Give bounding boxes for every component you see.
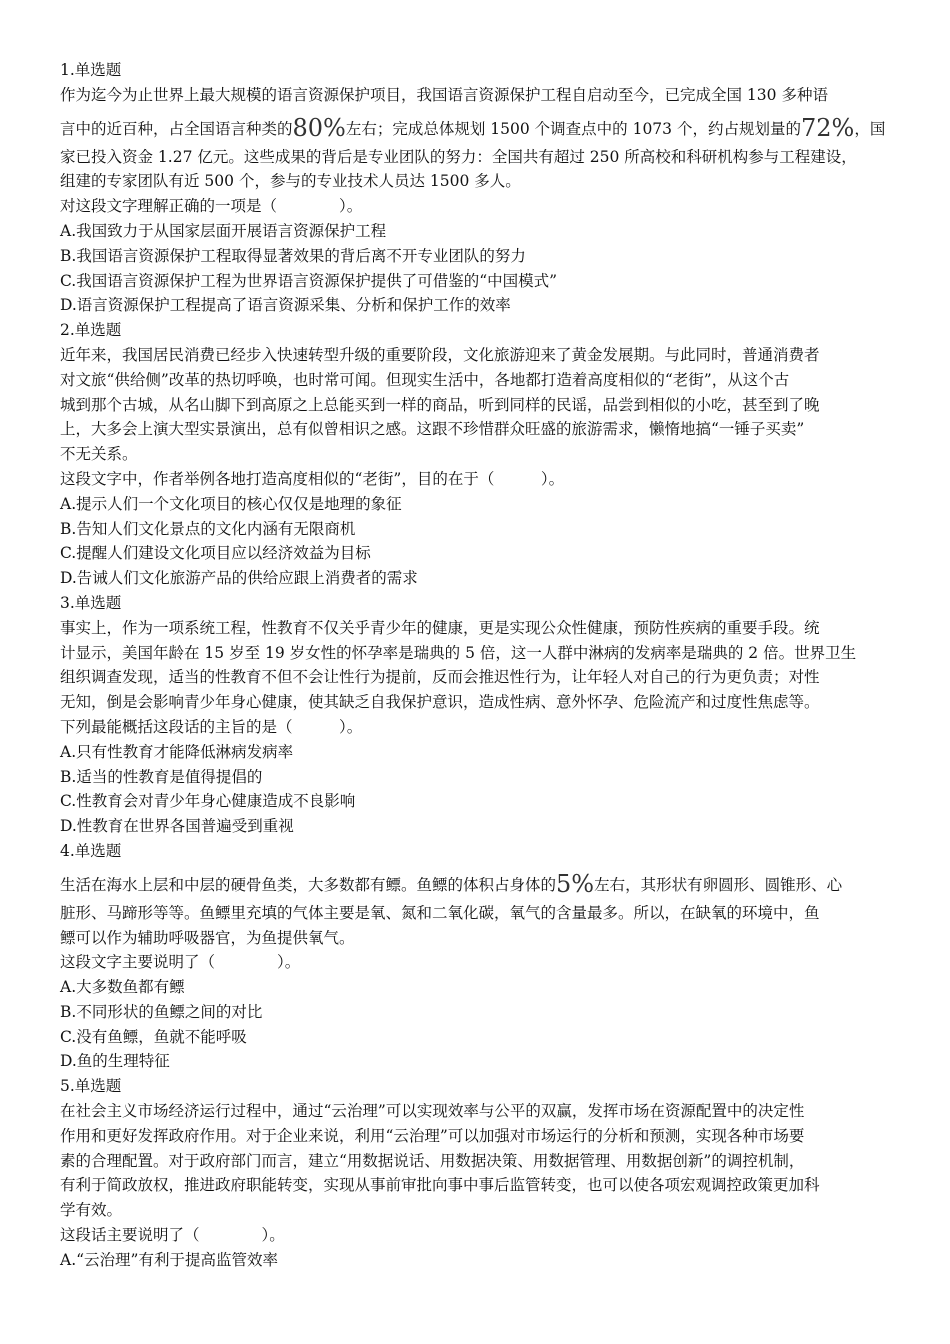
option-b: B.告知人们文化景点的文化内涵有无限商机 [60,519,356,538]
passage-line: 有利于简政放权，推进政府职能转变，实现从事前审批向事中事后监管转变，也可以使各项宏观调控政策更加科 [60,1176,820,1195]
question-header: 1.单选题 [60,61,122,79]
passage-line: 组织调查发现，适当的性教育不但不会让性行为提前，反而会推迟性行为，让年轻人对自己的行为更负责；对性 [60,668,820,687]
passage-line [60,112,890,145]
passage-line: 学有效。 [60,1201,123,1220]
passage-text: 生活在海水上层和中层的硬骨鱼类，大多数都有鳔。鱼鳔的体积占身体的 [60,875,557,894]
question-2 [60,318,890,591]
option-a: A.大多数鱼都有鳔 [60,978,185,997]
question-5 [60,1074,890,1272]
option-a: A.只有性教育才能降低淋病发病率 [60,742,294,761]
passage-line: 脏形、马蹄形等等。鱼鳔里充填的气体主要是氧、氮和二氧化碳，氧气的含量最多。所以，在缺氧的环境中，鱼 [60,903,820,922]
option-b: B.适当的性教育是值得提倡的 [60,767,263,786]
passage-line: 对文旅“供给侧”改革的热切呼唤，也时常可闻。但现实生活中，各地都打造着高度相似的“老街”，从这个古 [60,370,790,389]
option-a: A.“云治理”有利于提高监管效率 [60,1250,278,1269]
passage-line: 素的合理配置。对于政府部门而言，建立“用数据说话、用数据决策、用数据管理、用数据创新”的调控机制， [60,1151,805,1170]
option-d: D.鱼的生理特征 [60,1052,170,1071]
passage-line: 近年来，我国居民消费已经步入快速转型升级的重要阶段，文化旅游迎来了黄金发展期。与此同时，普通消费者 [60,345,820,364]
question-header: 5.单选题 [60,1077,122,1096]
percent-figure: 72% [800,113,855,142]
option-b: B.我国语言资源保护工程取得显著效果的背后离不开专业团队的努力 [60,246,526,265]
question-stem: 这段文字主要说明了（ ）。 [60,953,301,972]
question-header: 3.单选题 [60,593,122,612]
question-stem: 对这段文字理解正确的一项是（ ）。 [60,197,363,216]
passage-line: 事实上，作为一项系统工程，性教育不仅关乎青少年的健康，更是实现公众性健康，预防性疾病的重要手段。统 [60,618,820,637]
option-c: C.性教育会对青少年身心健康造成不良影响 [60,792,356,811]
option-a: A.我国致力于从国家层面开展语言资源保护工程 [60,221,387,240]
passage-text: 左右，其形状有卵圆形、圆锥形、心 [594,875,843,894]
passage-line: 鳔可以作为辅助呼吸器官，为鱼提供氧气。 [60,928,355,947]
passage-line: 计显示，美国年龄在 15 岁至 19 岁女性的怀孕率是瑞典的 5 倍，这一人群中淋病的发病率是瑞典的 2 倍。世界卫生 [60,643,857,662]
passage-line: 无知，倒是会影响青少年身心健康，使其缺乏自我保护意识，造成性病、意外怀孕、危险流产和过度性焦虑等。 [60,693,820,712]
passage-line: 城到那个古城，从名山脚下到高原之上总能买到一样的商品，听到同样的民谣，品尝到相似的小吃，甚至到了晚 [60,395,820,414]
question-4 [60,839,890,1074]
question-stem: 这段文字中，作者举例各地打造高度相似的“老街”，目的在于（ ）。 [60,469,565,488]
passage-line: 不无关系。 [60,445,138,464]
passage-text: 言中的近百种，占全国语言种类的 [60,119,293,138]
option-c: C.我国语言资源保护工程为世界语言资源保护提供了可借鉴的“中国模式” [60,271,558,290]
document-page [60,58,890,1273]
passage-line [60,868,890,901]
option-a: A.提示人们一个文化项目的核心仅仅是地理的象征 [60,494,402,513]
question-stem: 下列最能概括这段话的主旨的是（ ）。 [60,717,363,736]
question-stem: 这段话主要说明了（ ）。 [60,1226,285,1245]
question-header: 2.单选题 [60,321,122,340]
option-c: C.提醒人们建设文化项目应以经济效益为目标 [60,544,371,563]
question-header: 4.单选题 [60,841,122,860]
option-c: C.没有鱼鳔，鱼就不能呼吸 [60,1027,247,1046]
option-d: D.语言资源保护工程提高了语言资源采集、分析和保护工作的效率 [60,296,511,315]
percent-figure: 80% [292,113,346,142]
passage-line: 家已投入资金 1.27 亿元。这些成果的背后是专业团队的努力：全国共有超过 250 所高校和科研机构参与工程建设， [60,147,857,166]
passage-text: ，国 [854,119,886,138]
passage-line: 作用和更好发挥政府作用。对于企业来说，利用“云治理”可以加强对市场运行的分析和预测，实现各种市场要 [60,1126,805,1145]
passage-line: 在社会主义市场经济运行过程中，通过“云治理”可以实现效率与公平的双赢，发挥市场在资源配置中的决定性 [60,1102,805,1121]
passage-text: 左右；完成总体规划 1500 个调查点中的 1073 个，约占规划量的 [345,119,801,138]
passage-line: 作为迄今为止世界上最大规模的语言资源保护项目，我国语言资源保护工程自启动至今，已完成全国 130 多种语 [60,85,828,104]
question-3 [60,591,890,839]
option-d: D.性教育在世界各国普遍受到重视 [60,817,294,836]
passage-line: 上，大多会上演大型实景演出，总有似曾相识之感。这跟不珍惜群众旺盛的旅游需求，懒惰地搞“一锤子买卖” [60,420,805,439]
option-b: B.不同形状的鱼鳔之间的对比 [60,1002,263,1021]
percent-figure: 5% [556,869,595,898]
passage-line: 组建的专家团队有近 500 个，参与的专业技术人员达 1500 多人。 [60,172,521,191]
question-1 [60,58,890,318]
option-d: D.告诫人们文化旅游产品的供给应跟上消费者的需求 [60,569,418,588]
